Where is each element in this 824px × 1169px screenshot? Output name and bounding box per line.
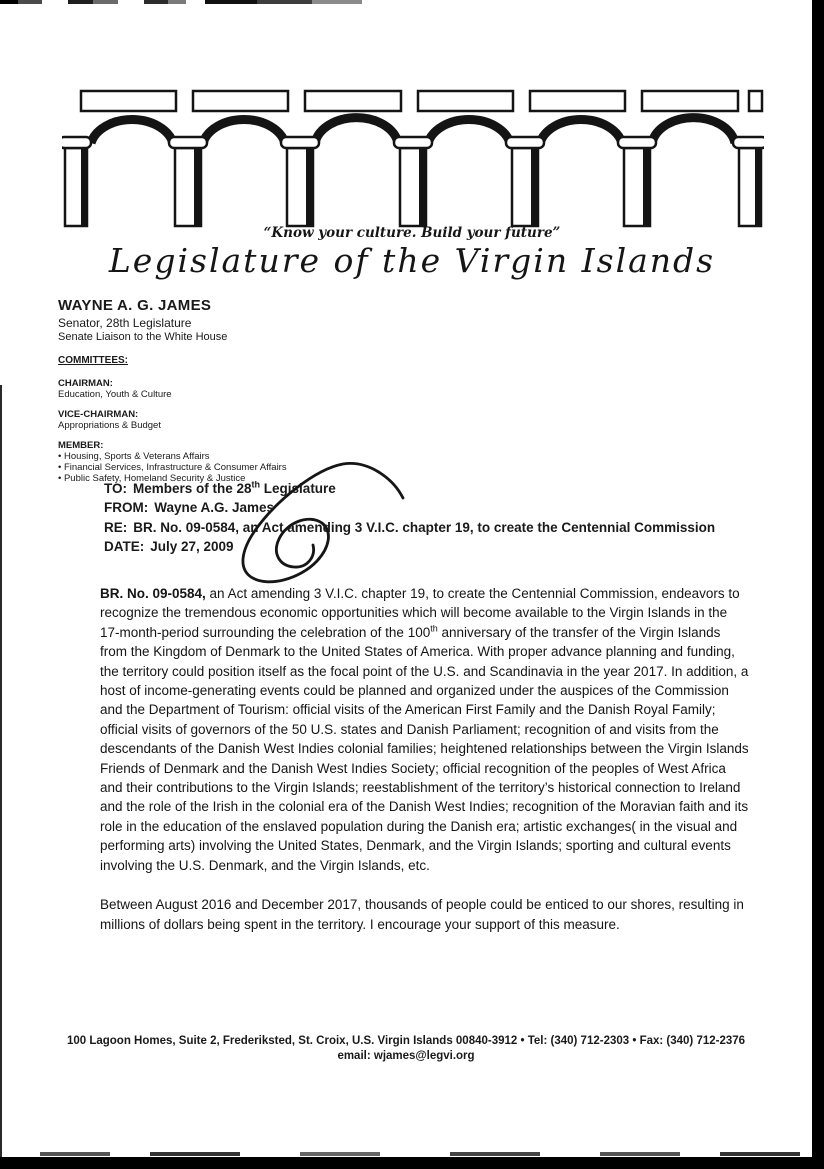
arches-colonnade-graphic bbox=[62, 88, 764, 230]
memo-to-value: Members of the 28 bbox=[133, 481, 252, 496]
role-heading: CHAIRMAN: bbox=[58, 378, 113, 389]
scan-dash bbox=[450, 1152, 540, 1156]
memo-header bbox=[104, 479, 744, 556]
committees-heading: COMMITTEES: bbox=[58, 355, 128, 366]
memo-re-label: RE: bbox=[104, 519, 128, 535]
role-item: Appropriations & Budget bbox=[58, 420, 161, 431]
memo-date-line bbox=[104, 537, 744, 556]
role-item: • Financial Services, Infrastructure & Consumer Affairs bbox=[58, 462, 287, 473]
memo-re-value: BR. No. 09-0584, an Act amending 3 V.I.C. chapter 19, to create the Centennial Commission bbox=[133, 519, 716, 535]
memo-from-line bbox=[104, 498, 744, 517]
scan-dash bbox=[68, 0, 93, 4]
scan-dash bbox=[40, 1152, 110, 1156]
scan-dash bbox=[257, 0, 312, 4]
body-paragraph-1 bbox=[100, 584, 750, 875]
role-heading: MEMBER: bbox=[58, 440, 104, 451]
memo-re-line bbox=[104, 518, 744, 537]
memo-date-label: DATE: bbox=[104, 538, 145, 554]
scan-artifact-right-edge bbox=[812, 0, 824, 1169]
memo-to-value-post: Legislature bbox=[260, 481, 336, 496]
sender-title-1: Senator, 28th Legislature bbox=[58, 316, 192, 330]
memo-from-value: Wayne A.G. James bbox=[154, 500, 275, 516]
role-item: Education, Youth & Culture bbox=[58, 389, 172, 400]
scan-dash bbox=[205, 0, 257, 4]
body-paragraph-2: Between August 2016 and December 2017, thousands of people could be enticed to our shores, resulting in millions of dollars being spent in the territory. I encourage your support of this measure. bbox=[100, 897, 744, 932]
sender-title-2: Senate Liaison to the White House bbox=[58, 331, 228, 343]
sender-block bbox=[58, 297, 388, 493]
memo-from-label: FROM: bbox=[104, 500, 149, 516]
scan-dash bbox=[168, 0, 186, 4]
scan-dash bbox=[18, 0, 42, 4]
scan-dash bbox=[144, 0, 168, 4]
sender-name: WAYNE A. G. JAMES bbox=[58, 297, 212, 314]
scan-dash bbox=[93, 0, 118, 4]
footer-email-line: email: wjames@legvi.org bbox=[337, 1050, 475, 1062]
memo-body bbox=[100, 584, 750, 934]
paragraph-1-superscript: th bbox=[430, 623, 438, 634]
committee-role-member bbox=[58, 440, 388, 484]
scan-dash bbox=[0, 0, 18, 4]
memo-to-line bbox=[104, 479, 744, 498]
paragraph-1-text: an Act amending 3 V.I.C. chapter 19, to create the Centennial Commission, endeavors to recognize the tremendous economic opportunities which will become available to the Virgin Islands in the 17-month-period surrounding the celebration of the 100 bbox=[100, 586, 740, 640]
scan-dash bbox=[300, 1152, 380, 1156]
letterhead-motto: “Know your culture. Build your future” bbox=[263, 225, 561, 241]
scan-dash bbox=[600, 1152, 680, 1156]
memo-date-value: July 27, 2009 bbox=[150, 538, 234, 554]
scan-dash bbox=[150, 1152, 240, 1156]
bill-number-bold: BR. No. 09-0584, bbox=[100, 586, 206, 601]
scan-dash bbox=[720, 1152, 800, 1156]
scan-artifact-bottom-edge bbox=[0, 1157, 824, 1169]
scan-dash bbox=[312, 0, 362, 4]
footer-contact bbox=[0, 1034, 812, 1064]
footer-address-line: 100 Lagoon Homes, Suite 2, Frederiksted, St. Croix, U.S. Virgin Islands 00840-3912 • Tel: (340) 712-2303 • Fax: (340) 712-2376 bbox=[66, 1035, 746, 1047]
committee-role-vice-chairman bbox=[58, 409, 388, 431]
memo-to-label: TO: bbox=[104, 481, 127, 496]
letterhead-title: Legislature of the Virgin Islands bbox=[108, 241, 716, 280]
role-item: • Housing, Sports & Veterans Affairs bbox=[58, 451, 210, 462]
paragraph-1-text-continued: anniversary of the transfer of the Virgin Islands from the Kingdom of Denmark to the United States of America. With proper advance planning and funding, the territory could position itself as the focal point of the U.S. and Scandinavia in the year 2017. In addition, a host of income-generating events could be planned and organized under the auspices of the Commission and the Department of Tourism: official visits of the American First Family and the Danish Royal Family; official visits of governors of the 50 U.S. states and Danish Parliament; recognition of and visits from the descendants of the Danish West Indies colonial families; heightened relationships between the Virgin Islands Friends of Denmark and the Danish West Indies Society; official recognition of the peoples of West Africa and their contributions to the Virgin Islands; reestablishment of the territory’s historical connection to Ireland and the role of the Irish in the colonial era of the Danish West Indies; recognition of the Moravian faith and its role in the education of the enslaved population during the Danish era; artistic exchanges( in the visual and performing arts) involving the United States, Denmark, and the Virgin Islands; sporting and cultural events involving the U.S. Denmark, and the Virgin Islands, etc. bbox=[100, 624, 749, 873]
committee-role-chairman bbox=[58, 378, 388, 400]
role-item: • Public Safety, Homeland Security & Justice bbox=[58, 473, 246, 484]
memo-to-superscript: th bbox=[251, 479, 261, 490]
role-heading: VICE-CHAIRMAN: bbox=[58, 409, 139, 420]
